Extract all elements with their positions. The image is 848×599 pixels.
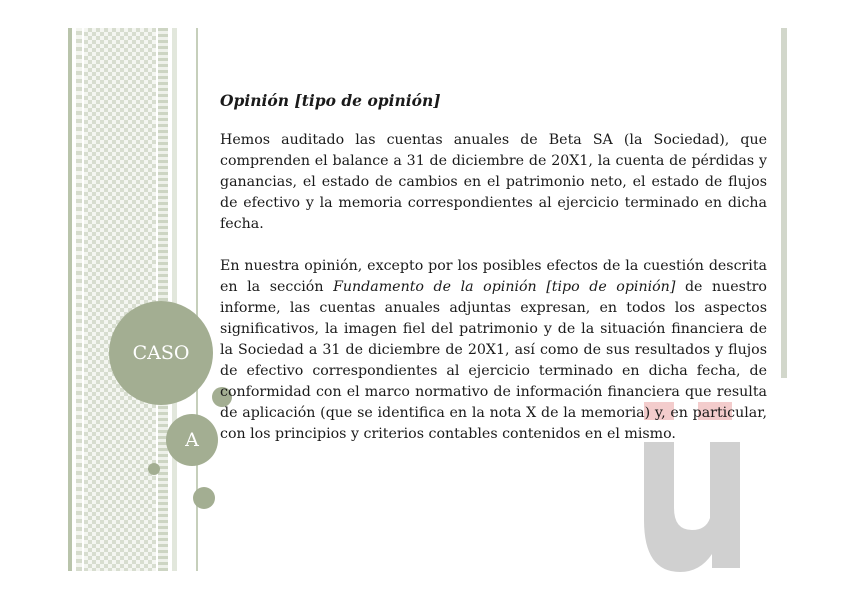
decorative-stripe-dashed-right xyxy=(158,28,168,571)
decorative-stripe-light xyxy=(172,28,177,571)
audit-scope-paragraph: Hemos auditado las cuentas anuales de Beta SA (la Sociedad), que comprenden el balance a 31 de diciembre de 20X1, la cuenta de pérdidas y ganancias, el estado de cambios en el patrimonio neto, el estado de flujos de efectivo y la memoria correspondientes al ejercicio terminado en dicha fecha. xyxy=(220,132,767,232)
decorative-stripe-dashed xyxy=(76,28,82,571)
decorative-dot xyxy=(148,463,160,475)
decorative-checker-band xyxy=(84,28,156,571)
caso-badge xyxy=(109,301,213,405)
opinion-section xyxy=(220,90,767,466)
opinion-paragraph xyxy=(220,256,767,445)
opinion-text-start: En nuestra opinión, excepto por los posibles efectos de la cuestión descrita en la sección xyxy=(220,258,767,295)
opinion-text-end: de nuestro informe, las cuentas anuales adjuntas expresan, en todos los aspectos significativos, la imagen fiel del patrimonio y de la situación financiera de la Sociedad a 31 de diciembre de 20X1, así como de sus resultados y flujos de efectivo correspondientes al ejercicio terminado en dicha fecha, de conformidad con el marco normativo de información financiera que resulta de aplicación (que se identifica en la nota X de la memoria) y, en particular, con los principios y criterios contables contenidos en el mismo. xyxy=(220,279,767,442)
case-letter-label: A xyxy=(185,429,199,451)
decorative-stripe-left xyxy=(68,28,72,571)
decorative-right-bar xyxy=(781,28,787,378)
case-letter-badge xyxy=(166,414,218,466)
opinion-section-reference: Fundamento de la opinión [tipo de opinión] xyxy=(333,279,676,295)
decorative-dot xyxy=(193,487,215,509)
caso-badge-label: CASO xyxy=(132,342,190,364)
section-heading: Opinión [tipo de opinión] xyxy=(220,91,441,110)
